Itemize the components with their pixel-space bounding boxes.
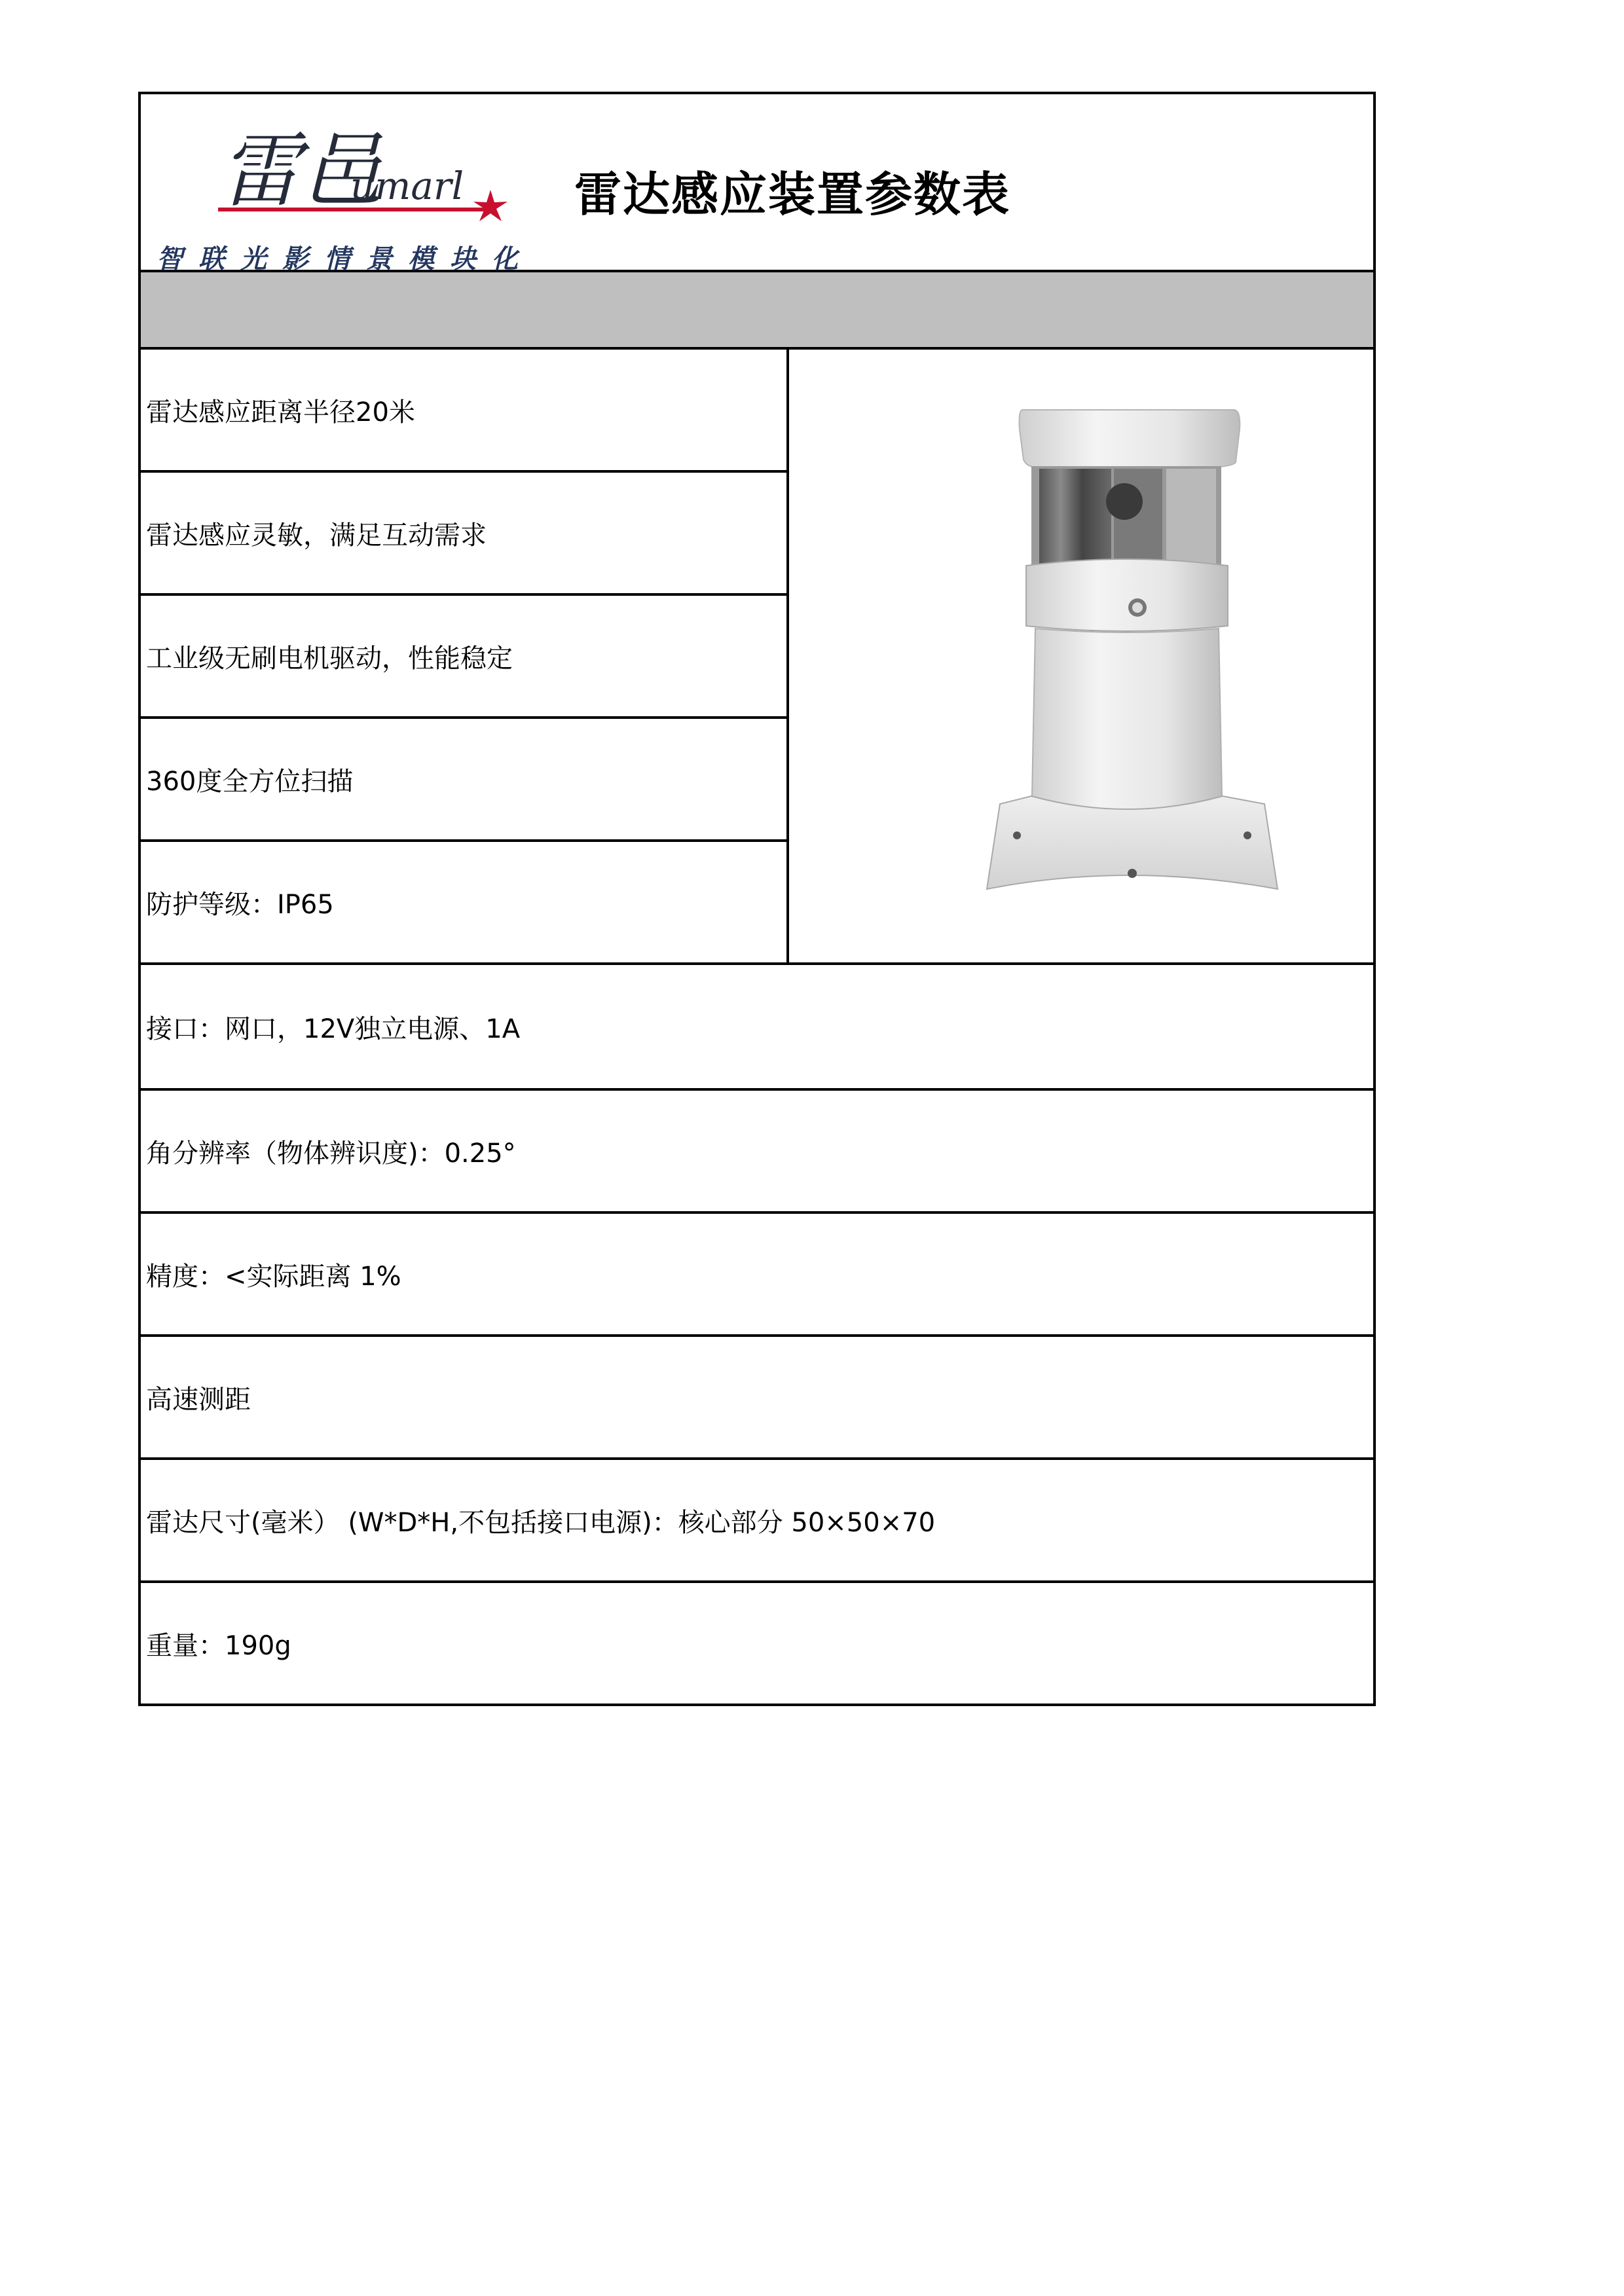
spec-list-top — [141, 350, 789, 962]
star-burst-icon — [473, 190, 507, 221]
spec-row: 工业级无刷电机驱动，性能稳定 — [141, 593, 786, 716]
spec-photo-section — [141, 350, 1373, 965]
spec-row: 接口：网口，12V独立电源、1A — [146, 1013, 521, 1044]
sheet-header — [141, 94, 1373, 272]
product-photo-cell — [789, 350, 1373, 962]
company-logo — [141, 94, 560, 274]
logo-slogan: 智联光影情景模块化 — [157, 244, 534, 274]
spec-row: 高速测距 — [141, 1334, 1373, 1457]
spec-row: 角分辨率（物体辨识度)：0.25° — [141, 1088, 1373, 1211]
spec-row: 雷达感应灵敏，满足互动需求 — [141, 470, 786, 593]
spec-row: 重量：190g — [141, 1580, 1373, 1704]
spec-row: 雷达感应距离半径20米 — [146, 397, 415, 428]
spec-row: 精度：<实际距离 1% — [141, 1211, 1373, 1334]
spec-row: 防护等级：IP65 — [141, 839, 786, 962]
logo-calligraphy: 雷邑 — [219, 124, 382, 219]
page-title: 雷达感应装置参数表 — [574, 167, 1011, 222]
radar-device-image — [983, 403, 1297, 914]
spec-row: 雷达尺寸(毫米） (W*D*H,不包括接口电源)：核心部分 50×50×70 — [141, 1457, 1373, 1580]
spec-row: 360度全方位扫描 — [141, 716, 786, 839]
logo-mark — [141, 94, 560, 235]
spec-sheet — [138, 92, 1376, 1706]
logo-brand: umarl — [350, 164, 464, 208]
section-band — [141, 272, 1373, 350]
